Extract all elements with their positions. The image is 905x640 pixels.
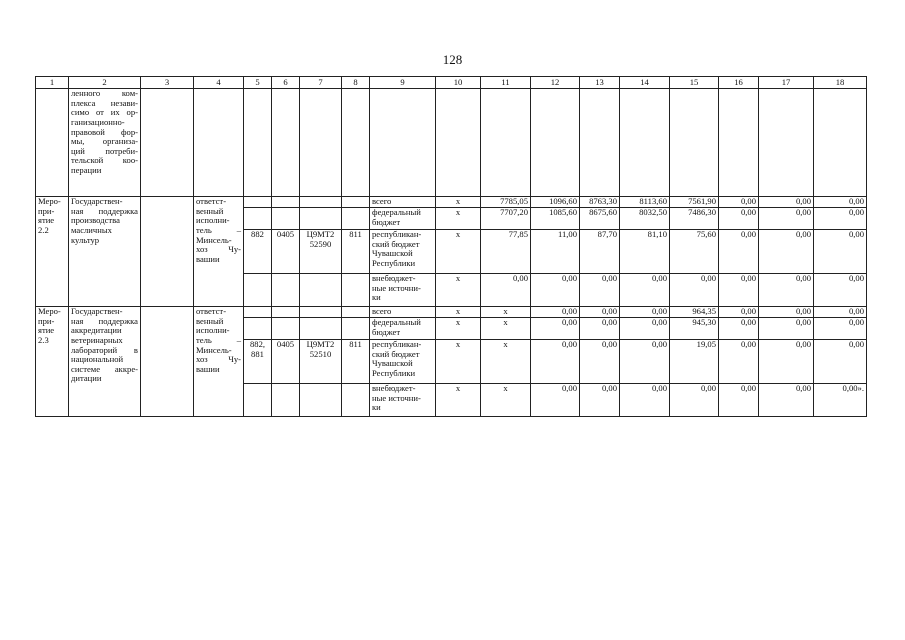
csr-code: Ц9МТ2 52590 [300,230,342,274]
value-cell: 0,00 [719,384,759,417]
col-number: 17 [759,77,814,89]
cell [244,274,272,307]
value-cell: 0,00 [481,274,531,307]
value-cell: 0,00 [580,307,620,318]
value-cell: 0,00 [620,274,670,307]
value-cell: 0,00 [719,197,759,208]
cell [194,89,244,197]
cell [300,318,342,340]
value-cell: 7707,20 [481,208,531,230]
value-cell: x [436,208,481,230]
cell [300,384,342,417]
value-cell: 0,00 [620,340,670,384]
grbs-code: 882, 881 [244,340,272,384]
funding-source: федеральный бюджет [370,208,436,230]
measure-name: Государствен- ная поддержка аккредитации ветеринарных лабораторий в национальной системе аккре- дитации [69,307,141,417]
col-number: 9 [370,77,436,89]
cell [36,89,69,197]
funding-source: федеральный бюджет [370,318,436,340]
value-cell: 0,00 [580,384,620,417]
cell [244,384,272,417]
value-cell: 945,30 [670,318,719,340]
value-cell: 0,00 [719,307,759,318]
continuation-name: ленного ком- плекса незави- симо от их ор- ганизационно- правовой фор- мы, организа- ций потреби- тельской коо- перации [69,89,141,197]
page-number: 128 [442,52,463,67]
grbs-code: 882 [244,230,272,274]
cell [272,318,300,340]
value-cell: 75,60 [670,230,719,274]
col-number: 1 [36,77,69,89]
cell [141,89,194,197]
value-cell: 0,00 [670,384,719,417]
cell [300,307,342,318]
value-cell: x [436,230,481,274]
cell [244,307,272,318]
cell [141,197,194,307]
cell [300,208,342,230]
value-cell: 77,85 [481,230,531,274]
funding-source: всего [370,307,436,318]
value-cell: x [436,307,481,318]
cell [300,197,342,208]
value-cell: 0,00 [814,274,867,307]
cell [370,89,436,197]
cell [272,307,300,318]
value-cell: 1085,60 [531,208,580,230]
cell [300,274,342,307]
funding-source: внебюджет- ные источни- ки [370,274,436,307]
cell [481,89,531,197]
value-cell: 0,00 [531,318,580,340]
csr-code: Ц9МТ2 52510 [300,340,342,384]
table-body [36,77,867,417]
value-cell: 0,00 [759,318,814,340]
cell [342,274,370,307]
cell [272,208,300,230]
col-number: 4 [194,77,244,89]
value-cell: 0,00 [814,340,867,384]
value-cell: 0,00 [531,307,580,318]
col-number: 5 [244,77,272,89]
cell [272,384,300,417]
budget-table [35,76,867,417]
col-number: 11 [481,77,531,89]
cell [342,384,370,417]
value-cell: 1096,60 [531,197,580,208]
cell [244,208,272,230]
value-cell: x [436,340,481,384]
value-cell: 19,05 [670,340,719,384]
value-cell: x [481,318,531,340]
value-cell: x [481,384,531,417]
value-cell: 0,00 [814,318,867,340]
measure-executor: ответст- венный исполни- тель – Минсель- хоз Чу- вашии [194,307,244,417]
value-cell: 0,00 [719,230,759,274]
value-cell: 7561,90 [670,197,719,208]
value-cell: x [436,384,481,417]
funding-source: всего [370,197,436,208]
measure-executor: ответст- венный исполни- тель – Минсель- хоз Чу- вашии [194,197,244,307]
value-cell: 0,00 [620,307,670,318]
col-number: 14 [620,77,670,89]
value-cell: 8675,60 [580,208,620,230]
cell [244,318,272,340]
value-cell: 0,00 [719,340,759,384]
rzpr-code: 0405 [272,340,300,384]
value-cell: 0,00 [814,208,867,230]
value-cell: x [481,307,531,318]
cell [759,89,814,197]
value-cell: 8113,60 [620,197,670,208]
value-cell: x [436,274,481,307]
value-cell: x [436,318,481,340]
value-cell: 0,00 [759,274,814,307]
value-cell: 0,00 [531,340,580,384]
funding-source: республикан- ский бюджет Чувашской Республики [370,340,436,384]
value-cell: 0,00 [719,318,759,340]
cell [244,197,272,208]
value-cell: 0,00 [759,307,814,318]
table-row [36,197,867,208]
cell [670,89,719,197]
col-number: 13 [580,77,620,89]
value-cell: 81,10 [620,230,670,274]
value-cell: 0,00 [719,274,759,307]
value-cell: 0,00 [580,340,620,384]
col-number: 3 [141,77,194,89]
value-cell: 0,00 [814,197,867,208]
cell [814,89,867,197]
value-cell: 0,00 [814,230,867,274]
cell [531,89,580,197]
value-cell: 7785,05 [481,197,531,208]
cell [342,208,370,230]
cell [436,89,481,197]
value-cell: 0,00 [670,274,719,307]
value-cell: 0,00 [580,318,620,340]
value-cell: 0,00 [759,208,814,230]
table-row [36,307,867,318]
cell [342,318,370,340]
cell [342,89,370,197]
cell [719,89,759,197]
measure-id: Меро- при- ятие 2.3 [36,307,69,417]
measure-id: Меро- при- ятие 2.2 [36,197,69,307]
value-cell: 11,00 [531,230,580,274]
column-number-row [36,77,867,89]
col-number: 16 [719,77,759,89]
value-cell: x [436,197,481,208]
funding-source: внебюджет- ные источни- ки [370,384,436,417]
value-cell: 87,70 [580,230,620,274]
col-number: 7 [300,77,342,89]
vr-code: 811 [342,230,370,274]
funding-source: республикан- ский бюджет Чувашской Республики [370,230,436,274]
value-cell: 8032,50 [620,208,670,230]
col-number: 15 [670,77,719,89]
value-cell: 0,00 [620,384,670,417]
col-number: 2 [69,77,141,89]
col-number: 18 [814,77,867,89]
col-number: 6 [272,77,300,89]
cell [141,307,194,417]
value-cell: 0,00 [531,384,580,417]
cell [342,307,370,318]
cell [272,197,300,208]
value-cell: 964,35 [670,307,719,318]
value-cell: 0,00 [580,274,620,307]
value-cell: 0,00 [814,307,867,318]
rzpr-code: 0405 [272,230,300,274]
value-cell: 0,00 [620,318,670,340]
value-cell: 0,00 [719,208,759,230]
value-cell: 7486,30 [670,208,719,230]
cell [620,89,670,197]
continuation-row [36,89,867,197]
value-cell: 0,00 [531,274,580,307]
cell [272,274,300,307]
value-cell: 0,00 [759,384,814,417]
vr-code: 811 [342,340,370,384]
value-cell: 0,00 [759,230,814,274]
value-cell: x [481,340,531,384]
value-cell: 0,00 [759,197,814,208]
value-cell: 0,00». [814,384,867,417]
col-number: 8 [342,77,370,89]
cell [272,89,300,197]
cell [580,89,620,197]
cell [300,89,342,197]
measure-name: Государствен- ная поддержка производства масличных культур [69,197,141,307]
col-number: 12 [531,77,580,89]
cell [244,89,272,197]
cell [342,197,370,208]
value-cell: 0,00 [759,340,814,384]
col-number: 10 [436,77,481,89]
value-cell: 8763,30 [580,197,620,208]
